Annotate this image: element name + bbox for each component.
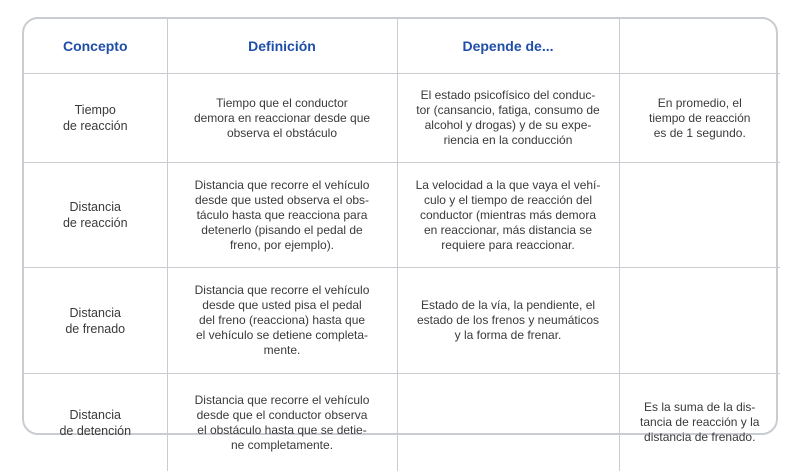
definition-cell <box>167 268 397 374</box>
reaction-distance-table-card <box>22 17 778 435</box>
header-definicion: Definición <box>167 19 397 74</box>
depends-cell <box>397 268 619 374</box>
concept-text: Tiempo de reacción <box>34 102 157 134</box>
note-text: En promedio, el tiempo de reacción es de 1 segundo. <box>630 96 771 141</box>
definition-cell <box>167 163 397 268</box>
table-header-row <box>24 19 780 74</box>
definition-text: Distancia que recorre el vehículo desde que el conductor observa el obstáculo hasta que se detie- ne completamente. <box>178 393 387 453</box>
concept-cell <box>24 74 167 163</box>
concept-text: Distancia de frenado <box>34 305 157 337</box>
concepts-table <box>24 19 780 471</box>
table-row <box>24 74 780 163</box>
definition-cell <box>167 374 397 471</box>
depends-cell <box>397 163 619 268</box>
header-empty <box>619 19 780 74</box>
note-cell <box>619 268 780 374</box>
definition-text: Tiempo que el conductor demora en reaccionar desde que observa el obstáculo <box>178 96 387 141</box>
table-row <box>24 163 780 268</box>
note-cell <box>619 163 780 268</box>
concept-text: Distancia de detención <box>34 407 157 439</box>
definition-text: Distancia que recorre el vehículo desde que usted pisa el pedal del freno (reacciona) hasta que el vehículo se detiene completa- mente. <box>178 283 387 358</box>
concept-cell <box>24 374 167 471</box>
header-depende-de: Depende de... <box>397 19 619 74</box>
concept-cell <box>24 268 167 374</box>
depends-text: El estado psicofísico del conduc- tor (cansancio, fatiga, consumo de alcohol y drogas) y de su expe- riencia en la conducción <box>408 88 609 148</box>
note-cell <box>619 74 780 163</box>
depends-cell <box>397 374 619 471</box>
concept-cell <box>24 163 167 268</box>
table-row <box>24 268 780 374</box>
header-concepto: Concepto <box>24 19 167 74</box>
definition-cell <box>167 74 397 163</box>
note-text: Es la suma de la dis- tancia de reacción y la distancia de frenado. <box>630 400 771 445</box>
table-row <box>24 374 780 471</box>
concept-text: Distancia de reacción <box>34 199 157 231</box>
definition-text: Distancia que recorre el vehículo desde que usted observa el obs- táculo hasta que reacciona para detenerlo (pisando el pedal de freno, por ejemplo). <box>178 178 387 253</box>
depends-text: La velocidad a la que vaya el vehí- culo y el tiempo de reacción del conductor (mientras más demora en reaccionar, más distancia se requiere para reaccionar. <box>408 178 609 253</box>
depends-cell <box>397 74 619 163</box>
note-cell <box>619 374 780 471</box>
depends-text: Estado de la vía, la pendiente, el estado de los frenos y neumáticos y la forma de frenar. <box>408 298 609 343</box>
